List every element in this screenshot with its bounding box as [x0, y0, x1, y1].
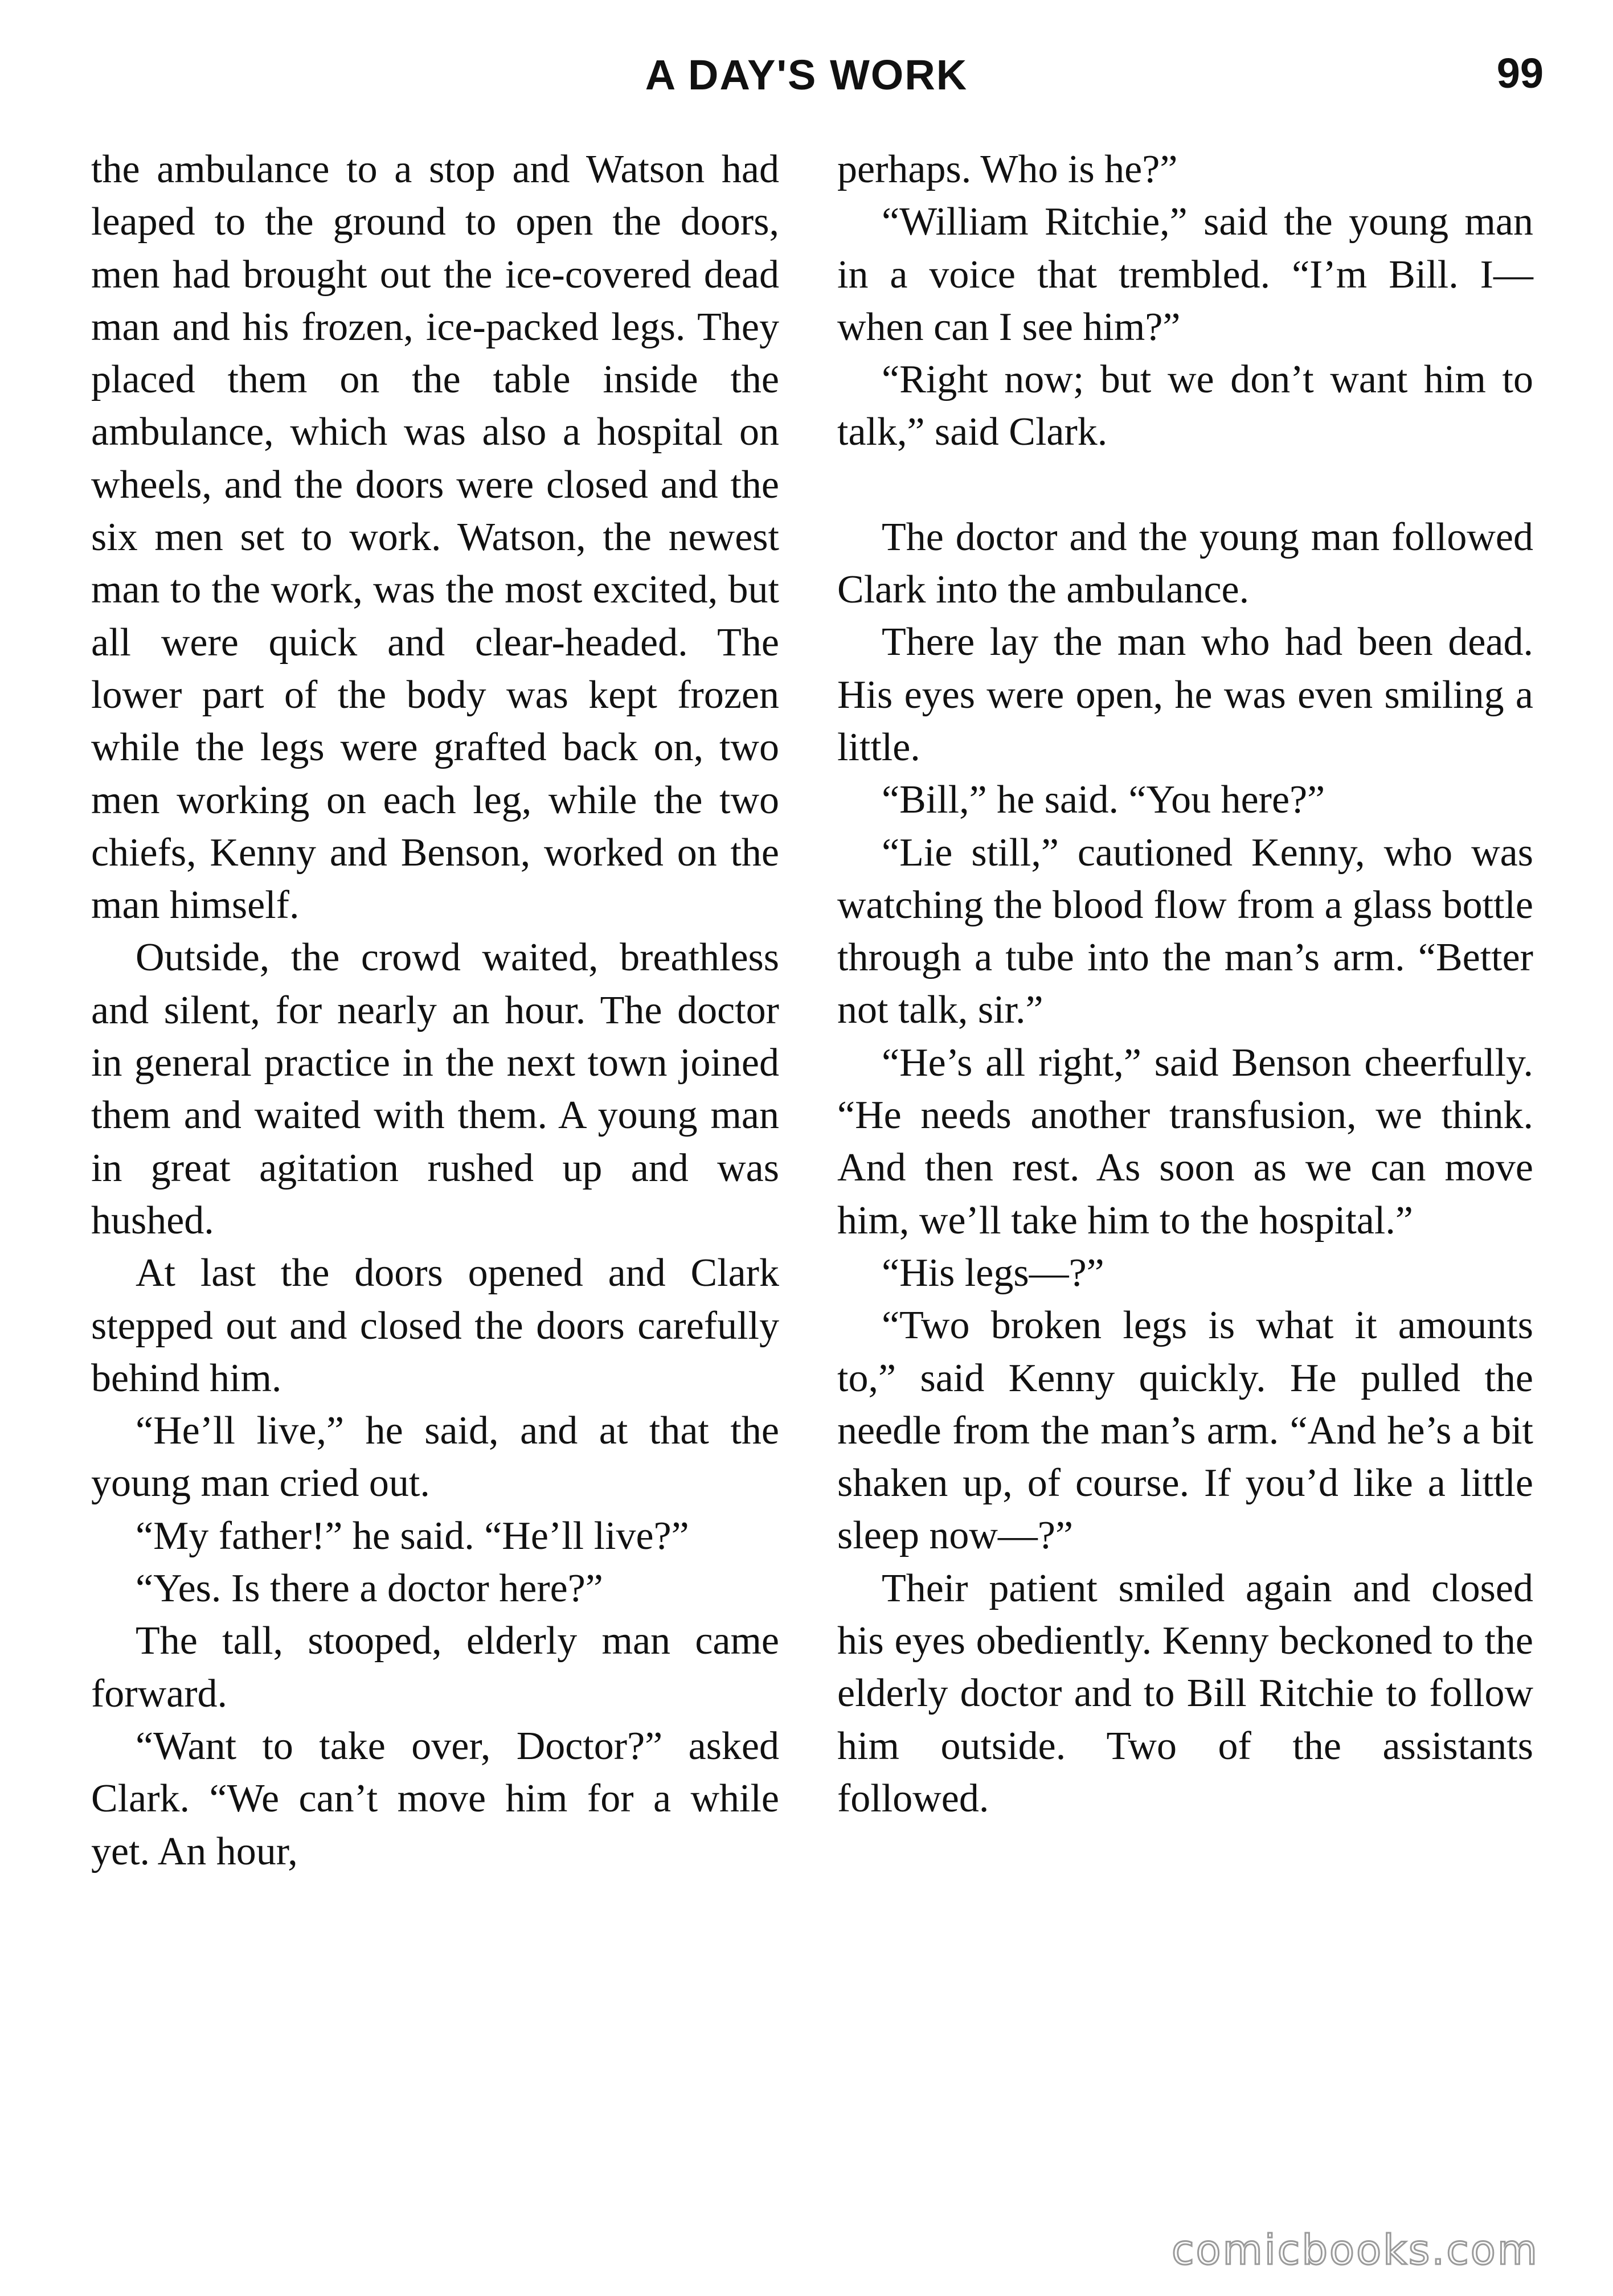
paragraph: “Yes. Is there a doctor here?” [136, 1567, 603, 1611]
paragraph: “Two broken legs is what it amounts to,” said Kenny quickly. He pulled the needle from the man’s arm. “And he’s a bit shaken up, of course. If you’d like a little sleep now—?” [837, 1303, 1533, 1558]
paragraph: “He’s all right,” said Benson cheerfully. “He needs another transfusion, we think. And then rest. As soon as we can move him, we’ll take him to the hospital.” [837, 1040, 1533, 1243]
paragraph: perhaps. Who is he?” [837, 147, 1178, 191]
paragraph: At last the doors opened and Clark stepped out and closed the doors carefully behind him. [91, 1251, 779, 1400]
section-break [837, 459, 1533, 511]
paragraph: “Bill,” he said. “You here?” [882, 778, 1325, 822]
paragraph: There lay the man who had been dead. His eyes were open, he was even smiling a little. [837, 620, 1533, 769]
right-column [837, 144, 1533, 1825]
running-title: A DAY'S WORK [645, 51, 968, 99]
paragraph: “Right now; but we don’t want him to talk,” said Clark. [837, 358, 1533, 454]
page-number: 99 [1496, 50, 1544, 97]
paragraph: the ambulance to a stop and Watson had leaped to the ground to open the doors, men had brought out the ice-covered dead man and his frozen, ice-packed legs. They placed them on the table inside the ambulance, which was also a hospital on wheels, and the doors were closed and the six men set to work. Watson, the newest man to the work, was the most excited, but all were quick and clear-headed. The lower part of the body was kept frozen while the legs were grafted back on, two men working on each leg, while the two chiefs, Kenny and Benson, worked on the man himself. [91, 147, 779, 928]
watermark: comicbooks.com [1171, 2226, 1539, 2274]
paragraph: Outside, the crowd waited, breathless and silent, for nearly an hour. The doctor in general practice in the next town joined them and waited with them. A young man in great agitation rushed up and was hushed. [91, 936, 779, 1243]
paragraph: The doctor and the young man followed Clark into the ambulance. [837, 515, 1533, 612]
paragraph: Their patient smiled again and closed his eyes obediently. Kenny beckoned to the elderly doctor and to Bill Ritchie to follow him outside. Two of the assistants followed. [837, 1566, 1533, 1821]
paragraph: “Want to take over, Doctor?” asked Clark. “We can’t move him for a while yet. An hour, [91, 1724, 779, 1873]
paragraph: “My father!” he said. “He’ll live?” [136, 1514, 689, 1558]
paragraph: “He’ll live,” he said, and at that the young man cried out. [91, 1409, 779, 1506]
paragraph: “His legs—?” [882, 1250, 1104, 1295]
paragraph: The tall, stooped, elderly man came forward. [91, 1619, 779, 1716]
paragraph: “William Ritchie,” said the young man in a voice that trembled. “I’m Bill. I—when can I see him?” [837, 200, 1533, 349]
paragraph: “Lie still,” cautioned Kenny, who was watching the blood flow from a glass bottle through a tube into the man’s arm. “Better not talk, sir.” [837, 830, 1533, 1032]
left-column [91, 144, 779, 1878]
